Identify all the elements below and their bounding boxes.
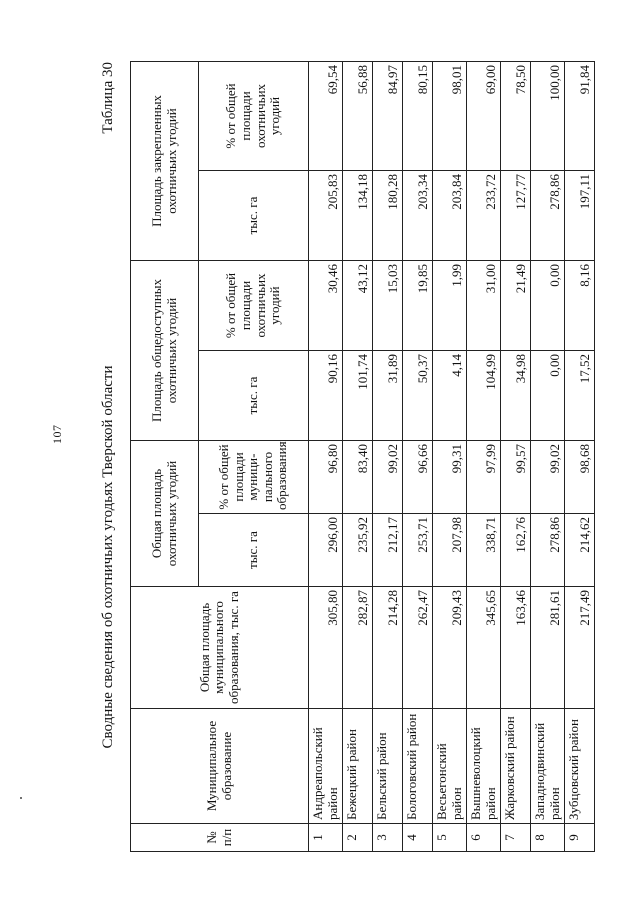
cell-public-pct: 0,00 — [531, 260, 565, 350]
cell-assigned-ha: 203,84 — [433, 170, 467, 260]
subheader-public-pct: % от общей площади охотничьих угодий — [199, 260, 309, 350]
cell-num: 7 — [501, 824, 531, 852]
cell-total-area: 214,28 — [373, 587, 403, 709]
cell-hunt-pct: 96,80 — [309, 440, 343, 513]
header-total-municipal-area: Общая площадь муниципального образования, тыс. га — [131, 587, 309, 709]
table-row — [531, 61, 565, 851]
cell-total-area: 282,87 — [343, 587, 373, 709]
rotated-page-content — [100, 52, 592, 852]
cell-assigned-pct: 69,00 — [467, 61, 501, 170]
cell-assigned-ha: 203,34 — [403, 170, 433, 260]
cell-public-pct: 21,49 — [501, 260, 531, 350]
cell-num: 1 — [309, 824, 343, 852]
cell-num: 2 — [343, 824, 373, 852]
cell-hunt-pct: 83,40 — [343, 440, 373, 513]
cell-num: 8 — [531, 824, 565, 852]
cell-assigned-ha: 197,11 — [565, 170, 595, 260]
cell-public-ha: 90,16 — [309, 350, 343, 440]
cell-assigned-pct: 98,01 — [433, 61, 467, 170]
cell-public-ha: 104,99 — [467, 350, 501, 440]
cell-public-ha: 0,00 — [531, 350, 565, 440]
table-row — [403, 61, 433, 851]
cell-public-pct: 19,85 — [403, 260, 433, 350]
cell-assigned-ha: 205,83 — [309, 170, 343, 260]
page-number: 107 — [50, 424, 64, 444]
cell-public-ha: 101,74 — [343, 350, 373, 440]
cell-assigned-pct: 80,15 — [403, 61, 433, 170]
cell-public-pct: 43,12 — [343, 260, 373, 350]
cell-name: Жарковский район — [501, 709, 531, 824]
cell-assigned-ha: 278,86 — [531, 170, 565, 260]
table-row — [433, 61, 467, 851]
cell-name: Андреапольский район — [309, 709, 343, 824]
table-label: Таблица 30 — [100, 62, 116, 134]
cell-hunt-ha: 235,92 — [343, 514, 373, 587]
cell-name: Весьегонский район — [433, 709, 467, 824]
cell-public-ha: 31,89 — [373, 350, 403, 440]
cell-public-pct: 1,99 — [433, 260, 467, 350]
cell-public-pct: 15,03 — [373, 260, 403, 350]
header-municipality: Муниципальное образование — [131, 709, 309, 824]
cell-num: 4 — [403, 824, 433, 852]
cell-public-pct: 31,00 — [467, 260, 501, 350]
cell-assigned-ha: 180,28 — [373, 170, 403, 260]
cell-name: Бологовский район — [403, 709, 433, 824]
cell-public-pct: 8,16 — [565, 260, 595, 350]
cell-num: 9 — [565, 824, 595, 852]
table-row — [565, 61, 595, 851]
subheader-hunt-pct: % от общей площади муници-пального образования — [199, 440, 309, 513]
cell-hunt-pct: 99,57 — [501, 440, 531, 513]
cell-total-area: 345,65 — [467, 587, 501, 709]
cell-hunt-pct: 96,66 — [403, 440, 433, 513]
cell-assigned-pct: 56,88 — [343, 61, 373, 170]
hunting-grounds-table — [130, 61, 595, 852]
cell-public-ha: 4,14 — [433, 350, 467, 440]
cell-name: Бежецкий район — [343, 709, 373, 824]
cell-hunt-ha: 212,17 — [373, 514, 403, 587]
cell-public-ha: 50,37 — [403, 350, 433, 440]
cell-hunt-ha: 338,71 — [467, 514, 501, 587]
scan-speck — [20, 797, 22, 799]
cell-assigned-ha: 134,18 — [343, 170, 373, 260]
table-row — [467, 61, 501, 851]
cell-num: 6 — [467, 824, 501, 852]
cell-total-area: 262,47 — [403, 587, 433, 709]
cell-assigned-pct: 100,00 — [531, 61, 565, 170]
cell-name: Вышневолоцкий район — [467, 709, 501, 824]
header-assigned-hunting-area: Площадь закрепленных охотничьих угодий — [131, 61, 199, 260]
subheader-assigned-pct: % от общей площади охотничьих угодий — [199, 61, 309, 170]
document-title: Сводные сведения об охотничьих угодьях Тверской области — [100, 365, 116, 749]
cell-hunt-ha: 207,98 — [433, 514, 467, 587]
subheader-public-ha: тыс. га — [199, 350, 309, 440]
cell-hunt-ha: 278,86 — [531, 514, 565, 587]
cell-assigned-pct: 91,84 — [565, 61, 595, 170]
cell-hunt-ha: 253,71 — [403, 514, 433, 587]
header-public-hunting-area: Площадь общедоступных охотничьих угодий — [131, 260, 199, 440]
cell-hunt-ha: 214,62 — [565, 514, 595, 587]
subheader-hunt-ha: тыс. га — [199, 514, 309, 587]
cell-public-ha: 34,98 — [501, 350, 531, 440]
cell-hunt-pct: 99,02 — [373, 440, 403, 513]
subheader-assigned-ha: тыс. га — [199, 170, 309, 260]
cell-num: 3 — [373, 824, 403, 852]
cell-name: Бельский район — [373, 709, 403, 824]
cell-total-area: 217,49 — [565, 587, 595, 709]
cell-assigned-ha: 233,72 — [467, 170, 501, 260]
cell-name: Западнодвинский район — [531, 709, 565, 824]
cell-total-area: 281,61 — [531, 587, 565, 709]
cell-assigned-pct: 78,50 — [501, 61, 531, 170]
cell-hunt-ha: 162,76 — [501, 514, 531, 587]
cell-name: Зубцовский район — [565, 709, 595, 824]
cell-hunt-pct: 99,31 — [433, 440, 467, 513]
table-row — [373, 61, 403, 851]
table-row — [309, 61, 343, 851]
header-num: № п/п — [131, 824, 309, 852]
cell-assigned-pct: 69,54 — [309, 61, 343, 170]
cell-hunt-pct: 99,02 — [531, 440, 565, 513]
cell-assigned-ha: 127,77 — [501, 170, 531, 260]
cell-total-area: 305,80 — [309, 587, 343, 709]
cell-hunt-ha: 296,00 — [309, 514, 343, 587]
cell-public-pct: 30,46 — [309, 260, 343, 350]
cell-num: 5 — [433, 824, 467, 852]
cell-assigned-pct: 84,97 — [373, 61, 403, 170]
cell-hunt-pct: 98,68 — [565, 440, 595, 513]
header-total-hunting-area: Общая площадь охотничьих угодий — [131, 440, 199, 586]
cell-total-area: 209,43 — [433, 587, 467, 709]
header-row-1 — [131, 61, 199, 851]
cell-hunt-pct: 97,99 — [467, 440, 501, 513]
cell-total-area: 163,46 — [501, 587, 531, 709]
table-row — [343, 61, 373, 851]
cell-public-ha: 17,52 — [565, 350, 595, 440]
table-row — [501, 61, 531, 851]
